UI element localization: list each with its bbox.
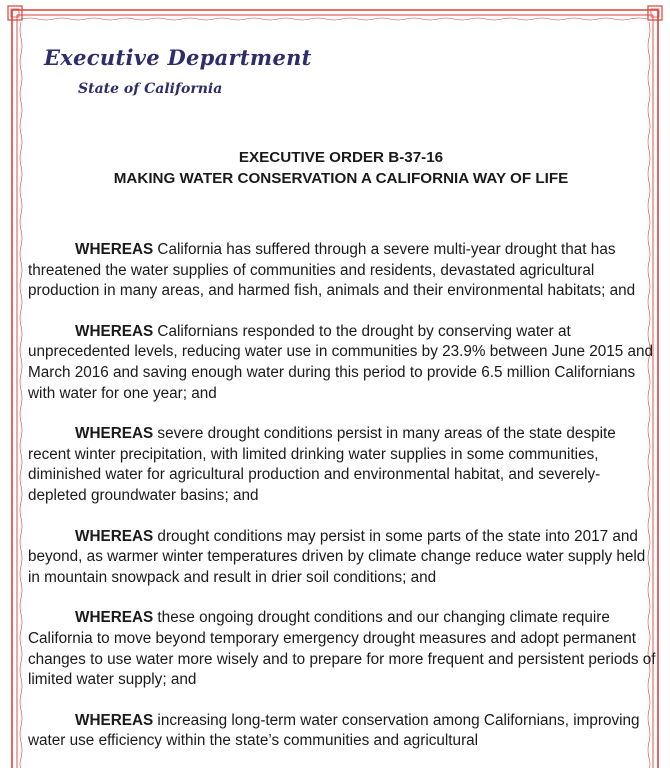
paragraph-text: increasing long-term water conservation among Californians, improving water use efficiency within the state’s communities and agricultural (28, 711, 640, 750)
document-body (28, 240, 656, 768)
whereas-paragraph-4 (28, 527, 656, 589)
whereas-keyword: WHEREAS (75, 527, 154, 545)
whereas-keyword: WHEREAS (75, 425, 154, 443)
order-number: EXECUTIVE ORDER B-37-16 (238, 149, 444, 166)
paragraph-text: California has suffered through a severe multi-year drought that has threatened the water supplies of communities and residents, devastated agricultural production in many areas, and harmed fish, animals and their environmental habitats; and (28, 241, 636, 300)
whereas-paragraph-3 (28, 424, 656, 506)
letterhead-state: State of California (78, 81, 223, 97)
order-title: MAKING WATER CONSERVATION A CALIFORNIA WAY OF LIFE (113, 170, 569, 187)
whereas-paragraph-6 (28, 711, 656, 752)
paragraph-text: severe drought conditions persist in many areas of the state despite recent winter precipitation, with limited drinking water supplies in some communities, diminished water for agricultural production and environmental habitat, and severely-depleted groundwater basins; and (28, 425, 616, 504)
whereas-paragraph-1 (28, 240, 656, 302)
letterhead (44, 44, 312, 98)
order-heading (28, 147, 654, 189)
whereas-keyword: WHEREAS (75, 609, 154, 627)
whereas-paragraph-2 (28, 322, 656, 404)
letterhead-department: Executive Department (44, 45, 312, 70)
paragraph-text: these ongoing drought conditions and our changing climate require California to move beyond temporary emergency drought measures and adopt permanent changes to use water more wisely and to prepare for more frequent and persistent periods of limited water supply; and (28, 609, 656, 689)
whereas-paragraph-5 (28, 608, 656, 690)
whereas-keyword: WHEREAS (75, 711, 154, 729)
whereas-keyword: WHEREAS (75, 241, 154, 258)
whereas-keyword: WHEREAS (75, 322, 154, 340)
paragraph-text: Californians responded to the drought by conserving water at unprecedented levels, reducing water use in communities by 23.9% between June 2015 and March 2016 and saving enough water during this period to provide 6.5 million Californians with water for one year; and (28, 322, 654, 402)
paragraph-text: drought conditions may persist in some parts of the state into 2017 and beyond, as warmer winter temperatures driven by climate change reduce water supply held in mountain snowpack and result in drier soil conditions; and (28, 527, 646, 586)
